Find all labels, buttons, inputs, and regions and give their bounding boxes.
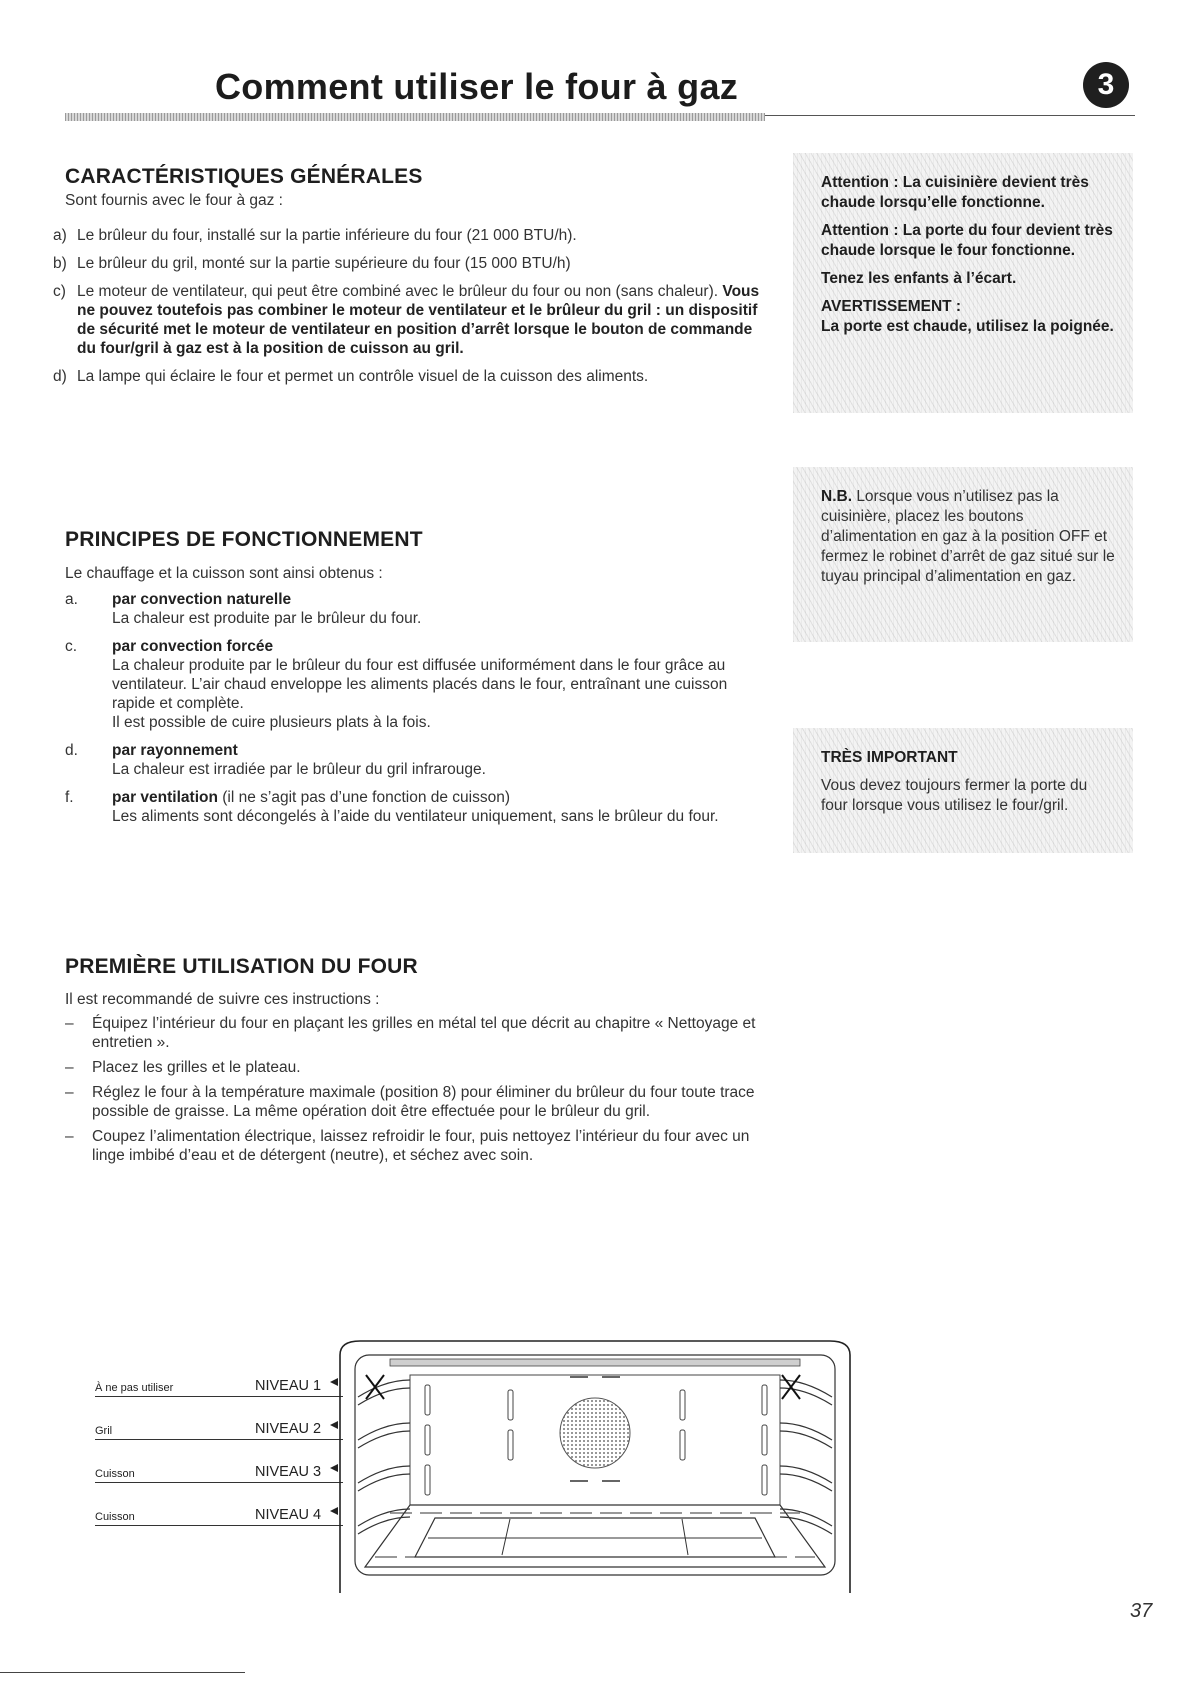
level-name-label: NIVEAU 1 — [255, 1378, 322, 1394]
notice-attention — [793, 153, 1133, 413]
notice-nb-text — [821, 487, 1117, 587]
level-use-label: Cuisson — [95, 1468, 135, 1480]
section-heading-caracteristiques: CARACTÉRISTIQUES GÉNÉRALES — [65, 165, 423, 188]
principes-intro: Le chauffage et la cuisson sont ainsi obtenus : — [65, 565, 383, 582]
notice-nb — [793, 467, 1133, 642]
list-marker: f. — [65, 789, 74, 806]
page-number: 37 — [1130, 1600, 1153, 1622]
list-item-text: La lampe qui éclaire le four et permet un contrôle visuel de la cuisson des aliments. — [77, 368, 649, 385]
level-use-label: Cuisson — [95, 1511, 135, 1523]
principle-title-suffix: (il ne s’agit pas d’une fonction de cuisson) — [217, 789, 511, 806]
principle-body: La chaleur est irradiée par le brûleur du gril infrarouge. — [112, 761, 486, 778]
caracteristiques-list — [53, 226, 771, 386]
level-use-label: Gril — [95, 1425, 113, 1437]
list-marker: b) — [53, 255, 67, 272]
level-name-label: NIVEAU 4 — [255, 1507, 322, 1523]
principle-title: par convection forcée — [112, 638, 274, 655]
section-heading-premiere: PREMIÈRE UTILISATION DU FOUR — [65, 955, 418, 978]
level-name-label: NIVEAU 2 — [255, 1421, 322, 1437]
list-marker: d. — [65, 742, 78, 759]
warning-text: La porte est chaude, utilisez la poignée. — [821, 318, 1114, 335]
principle-title: par convection naturelle — [112, 591, 292, 608]
principle-title: par rayonnement — [112, 742, 238, 759]
list-item — [53, 226, 771, 245]
list-item — [65, 741, 770, 779]
premiere-intro: Il est recommandé de suivre ces instructions : — [65, 991, 380, 1008]
notice-attention-line1: Attention : La cuisinière devient très chaude lorsqu’elle fonctionne. — [821, 174, 1089, 211]
left-rack-rails — [358, 1380, 410, 1534]
list-item — [53, 367, 771, 386]
chapter-badge: 3 — [1083, 62, 1129, 108]
caracteristiques-intro: Sont fournis avec le four à gaz : — [65, 192, 283, 209]
do-not-use-mark-icon — [366, 1375, 800, 1399]
principle-body: La chaleur produite par le brûleur du four est diffusée uniformément dans le four grâce au ventilateur. L’air chaud enveloppe les aliments placés dans le four, entraînant une cuisson rapide et complète. — [112, 657, 728, 712]
list-item-text — [77, 282, 771, 358]
list-item — [65, 590, 770, 628]
oven-cavity-diagram — [330, 1335, 865, 1595]
list-marker: c) — [53, 283, 66, 300]
list-item — [53, 254, 771, 273]
list-item-text: Réglez le four à la température maximale (position 8) pour éliminer du brûleur du four toute trace possible de graisse. La même opération doit être effectuée pour le brûleur du gril. — [92, 1084, 755, 1120]
level-use-label: À ne pas utiliser — [95, 1382, 174, 1394]
notice-nb-body: Lorsque vous n’utilisez pas la cuisinière, placez les boutons d’alimentation en gaz à la position OFF et fermez le robinet d’arrêt de gaz situé sur le tuyau principal d’alimentation en gaz. — [821, 488, 1115, 585]
principle-title: par ventilation — [112, 789, 218, 806]
list-item — [65, 788, 770, 826]
list-item — [53, 282, 771, 358]
principle-body: Les aliments sont décongelés à l’aide du ventilateur uniquement, sans le brûleur du four. — [112, 808, 719, 825]
fan-icon — [560, 1398, 630, 1468]
list-item-text-regular: Le moteur de ventilateur, qui peut être combiné avec le brûleur du four ou non (sans chaleur). — [77, 283, 719, 300]
list-item — [65, 637, 770, 732]
list-item — [65, 1058, 770, 1077]
list-item-text: Le brûleur du four, installé sur la partie inférieure du four (21 000 BTU/h). — [77, 227, 577, 244]
level-row — [95, 1421, 343, 1440]
list-item-text: Coupez l’alimentation électrique, laissez refroidir le four, puis nettoyez l’intérieur du four avec un linge imbibé d’eau et de détergent (neutre), et séchez avec soin. — [92, 1128, 750, 1164]
list-marker: – — [65, 1084, 74, 1101]
list-item — [65, 1083, 770, 1121]
oven-floor — [365, 1505, 825, 1567]
list-marker: a. — [65, 591, 78, 608]
principle-body: La chaleur est produite par le brûleur du four. — [112, 610, 422, 627]
level-arrows — [330, 1378, 338, 1515]
notice-attention-line2: Attention : La porte du four devient très chaude lorsque le four fonctionne. — [821, 222, 1113, 259]
list-item-text: Équipez l’intérieur du four en plaçant les grilles en métal tel que décrit au chapitre « Nettoyage et entretien ». — [92, 1015, 756, 1051]
page-title: Comment utiliser le four à gaz — [215, 66, 739, 107]
level-name-label: NIVEAU 3 — [255, 1464, 322, 1480]
list-marker: c. — [65, 638, 78, 655]
list-marker: – — [65, 1128, 74, 1145]
grill-element — [390, 1359, 800, 1366]
principes-list — [65, 590, 770, 826]
list-item — [65, 1127, 770, 1165]
section-heading-principes: PRINCIPES DE FONCTIONNEMENT — [65, 528, 423, 551]
level-row — [95, 1378, 343, 1397]
principle-body-extra: Il est possible de cuire plusieurs plats à la fois. — [112, 714, 431, 731]
list-item-text: Le brûleur du gril, monté sur la partie supérieure du four (15 000 BTU/h) — [77, 255, 571, 272]
level-row — [95, 1507, 343, 1526]
safety-note-bold: Vous ne pouvez toutefois pas combiner le moteur de ventilateur et le brûleur du gril : un dispositif de sécurité met le moteur de ventilateur en position d’arrêt lorsque le bouton de commande du four/gril à gaz est à la position de cuisson au gril. — [77, 283, 760, 357]
title-rule — [765, 115, 1135, 116]
level-labels — [85, 1372, 350, 1532]
footer-rule — [0, 1672, 245, 1673]
list-item-text: Placez les grilles et le plateau. — [92, 1059, 301, 1076]
list-marker: – — [65, 1059, 74, 1076]
level-row — [95, 1464, 343, 1483]
warning-label: AVERTISSEMENT : — [821, 298, 962, 315]
list-marker: a) — [53, 227, 67, 244]
title-underline — [65, 113, 765, 121]
notice-nb-label: N.B. — [821, 488, 852, 505]
notice-important — [793, 728, 1133, 853]
list-marker: – — [65, 1015, 74, 1032]
notice-important-text: Vous devez toujours fermer la porte du four lorsque vous utilisez le four/gril. — [821, 777, 1088, 814]
list-item — [65, 1014, 770, 1052]
notice-important-label: TRÈS IMPORTANT — [821, 749, 958, 766]
premiere-list — [65, 1014, 770, 1165]
notice-attention-line3: Tenez les enfants à l’écart. — [821, 270, 1017, 287]
list-marker: d) — [53, 368, 67, 385]
right-rack-rails — [780, 1380, 832, 1534]
